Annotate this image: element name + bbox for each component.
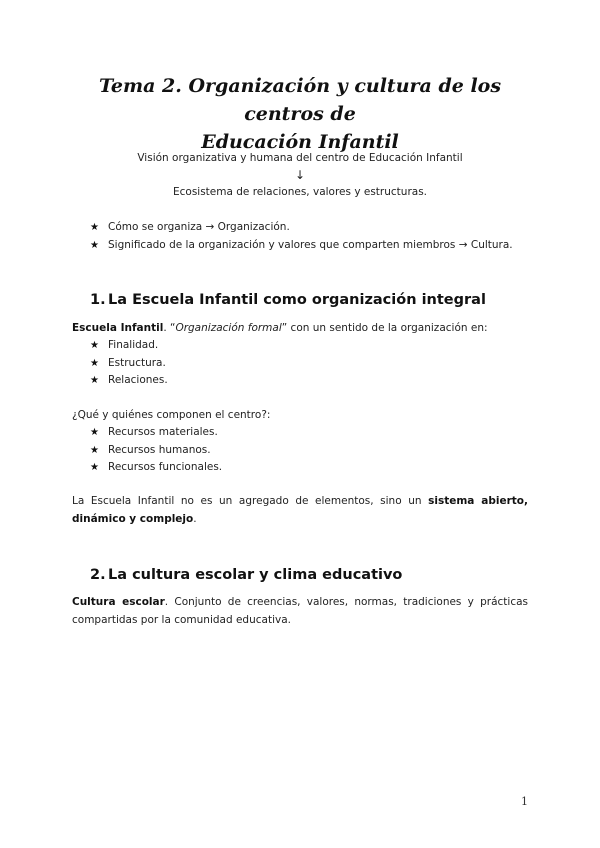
list-item	[90, 442, 222, 460]
list-item	[90, 355, 168, 373]
escuela-rest: ” con un sentido de la organización en:	[281, 322, 488, 334]
star-icon: ★	[90, 375, 99, 386]
star-icon: ★	[90, 444, 99, 456]
list-item	[90, 459, 222, 477]
title-line-1: Tema 2. Organización y cultura de los centros de	[98, 75, 502, 125]
cultura-text: . Conjunto de creencias, valores, normas, tradiciones y prácticas compartidas por la comunidad educativa.	[72, 596, 529, 626]
page-title	[60, 72, 540, 156]
section-1-heading	[90, 292, 486, 308]
cultura-definition	[72, 594, 528, 629]
escuela-term: Escuela Infantil	[72, 322, 164, 334]
system-pre: La Escuela Infantil no es un agregado de elementos, sino un	[72, 495, 429, 507]
aspect-text: Relaciones.	[108, 374, 168, 386]
components-question: ¿Qué y quiénes componen el centro?:	[72, 409, 271, 421]
escuela-italic: Organización formal	[175, 322, 282, 334]
intro-bullet-text: Significado de la organización y valores que comparten miembros → Cultura.	[108, 238, 513, 251]
intro-subtitle: Visión organizativa y humana del centro de Educación Infantil	[137, 152, 463, 164]
title-line-2: Educación Infantil	[201, 131, 399, 153]
list-item	[90, 237, 513, 255]
organization-aspects-list	[90, 337, 168, 390]
page-number: 1	[521, 795, 528, 808]
star-icon: ★	[90, 340, 99, 351]
system-post: .	[193, 512, 197, 525]
escuela-term-separator: . “	[163, 322, 176, 334]
system-bold: sistema abierto, dinámico y complejo	[72, 495, 528, 525]
star-icon: ★	[90, 427, 99, 438]
resource-text: Recursos humanos.	[108, 443, 211, 456]
down-arrow-icon: ↓	[294, 168, 306, 182]
section-1-number: 1.	[90, 292, 106, 308]
star-icon: ★	[90, 222, 99, 233]
resource-text: Recursos materiales.	[108, 426, 218, 438]
intro-bullet-list	[90, 219, 513, 254]
star-icon: ★	[90, 239, 99, 251]
list-item	[90, 219, 513, 237]
star-icon: ★	[90, 357, 99, 369]
section-1-title: La Escuela Infantil como organización integral	[108, 292, 486, 308]
section-2-heading	[90, 567, 402, 583]
intro-ecosystem: Ecosistema de relaciones, valores y estructuras.	[172, 186, 428, 198]
section-2-number: 2.	[90, 567, 106, 583]
aspect-text: Finalidad.	[108, 339, 159, 351]
list-item	[90, 372, 168, 390]
intro-bullet-text: Cómo se organiza → Organización.	[108, 221, 290, 233]
list-item	[90, 424, 222, 442]
section-2-title: La cultura escolar y clima educativo	[108, 567, 403, 583]
cultura-term: Cultura escolar	[72, 596, 165, 608]
list-item	[90, 337, 168, 355]
resources-list	[90, 424, 222, 477]
escuela-definition	[72, 320, 528, 338]
system-paragraph	[72, 493, 528, 528]
aspect-text: Estructura.	[108, 356, 166, 369]
star-icon: ★	[90, 462, 99, 473]
resource-text: Recursos funcionales.	[108, 461, 223, 473]
